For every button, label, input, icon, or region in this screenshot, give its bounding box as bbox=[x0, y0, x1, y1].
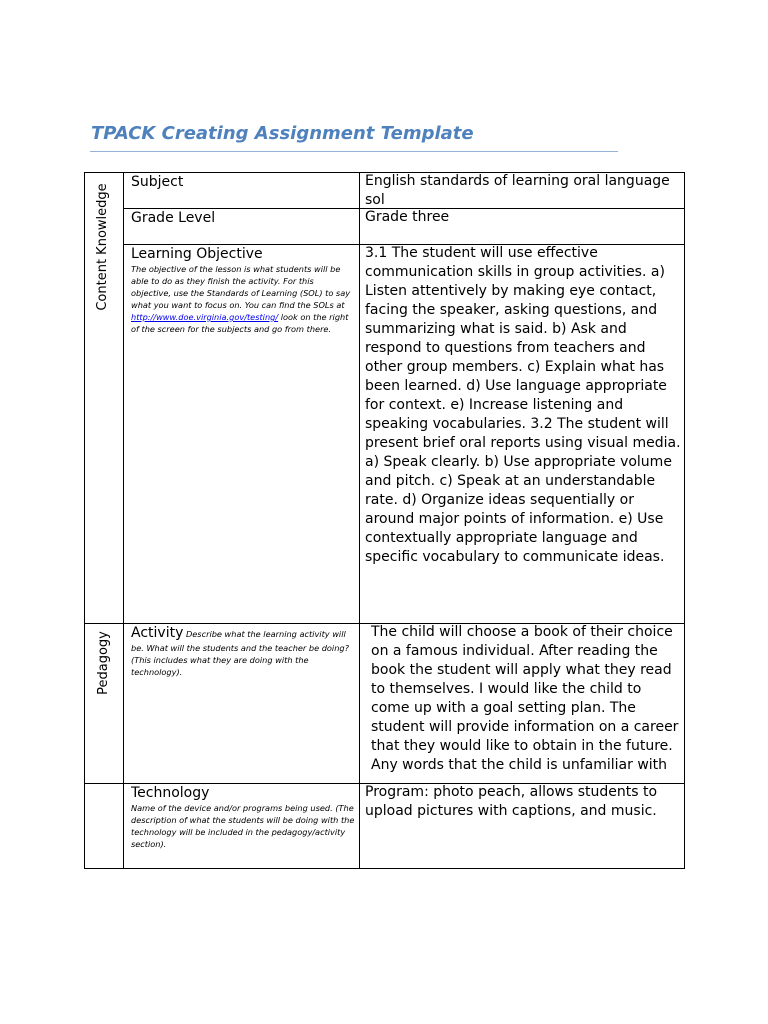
learning-objective-cell bbox=[131, 245, 355, 621]
grade-level-value: Grade three bbox=[365, 209, 450, 225]
column-divider-value bbox=[359, 172, 360, 869]
section-label-content-knowledge: Content Knowledge bbox=[95, 183, 110, 311]
technology-note: Name of the device and/or programs being used. (The description of what the students will be doing with the technology will be included in the pedagogy/activity section). bbox=[131, 803, 355, 849]
title-underline bbox=[90, 151, 618, 152]
grade-level-label: Grade Level bbox=[131, 210, 216, 226]
table-border-bottom bbox=[84, 868, 685, 869]
subject-label: Subject bbox=[131, 174, 184, 190]
column-divider-section bbox=[123, 172, 124, 869]
learning-objective-note-text: The objective of the lesson is what students will be able to do as they finish the activity. For this objective, use the Standards of Learning (SOL) to say what you want to focus on. You can find the SOLs at bbox=[131, 264, 351, 310]
technology-label: Technology bbox=[131, 785, 210, 801]
learning-objective-note bbox=[131, 263, 355, 335]
activity-value: The child will choose a book of their choice on a famous individual. After reading the book the student will apply what they read to themselves. I would like the child to come up with a goal setting plan. The student will provide information on a career that they would like to obtain in the future. Any words that the child is unfamiliar with bbox=[371, 624, 679, 773]
subject-value: English standards of learning oral language sol bbox=[365, 173, 670, 208]
sol-link[interactable]: http://www.doe.virginia.gov/testing/ bbox=[131, 312, 279, 322]
table-border-left bbox=[84, 172, 85, 869]
activity-label: Activity bbox=[131, 625, 184, 641]
learning-objective-value: 3.1 The student will use effective communication skills in group activities. a) Listen attentively by making eye contact, facing the speaker, asking questions, and summarizing what is said. b) Ask and respond to questions from teachers and other group members. c) Explain what has been learned. d) Use language appropriate for context. e) Increase listening and speaking vocabularies. 3.2 The student will present brief oral reports using visual media. a) Speak clearly. b) Use appropriate volume and pitch. c) Speak at an understandable rate. d) Organize ideas sequentially or around major points of information. e) Use contextually appropriate language and specific vocabulary to communicate ideas. bbox=[365, 245, 681, 565]
activity-cell bbox=[131, 624, 357, 782]
activity-heading bbox=[131, 624, 357, 678]
section-label-pedagogy: Pedagogy bbox=[96, 631, 111, 695]
technology-cell bbox=[131, 784, 357, 867]
activity-note: Describe what the learning activity will be. What will the students and the teacher be doing? (This includes what they are doing with the technology). bbox=[131, 629, 349, 677]
technology-value: Program: photo peach, allows students to upload pictures with captions, and music. bbox=[365, 784, 658, 819]
table-border-right bbox=[684, 172, 685, 869]
learning-objective-label: Learning Objective bbox=[131, 246, 263, 262]
tpack-table bbox=[84, 172, 685, 869]
page-title: TPACK Creating Assignment Template bbox=[91, 123, 474, 144]
learning-objective-note-tail: look on the right of the screen for the subjects and go from there. bbox=[131, 312, 349, 334]
